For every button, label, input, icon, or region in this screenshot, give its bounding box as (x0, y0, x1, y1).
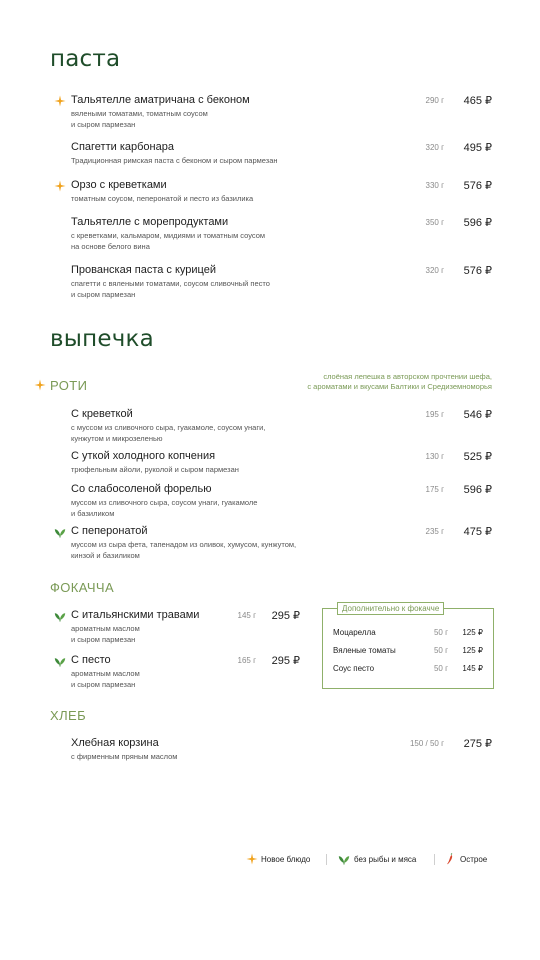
menu-item-description-line: с муссом из сливочного сыра, гуакамоле, соусом унаги, (71, 423, 266, 432)
menu-item-description-line: муссом из сыра фета, тапенадом из оливок, хумусом, кунжутом, (71, 540, 297, 549)
addon-weight: 50 г (433, 664, 448, 673)
menu-item-description-line: и сыром пармезан (71, 635, 136, 644)
leaf-icon (54, 526, 66, 538)
menu-item-weight: 235 г (425, 527, 444, 536)
roti-note-line: слоёная лепешка в авторском прочтении шефа, (323, 372, 492, 381)
legend-divider (434, 854, 435, 865)
menu-item-weight: 150 / 50 г (409, 739, 444, 748)
menu-item-price: 295 ₽ (271, 655, 300, 667)
menu-item-name: Хлебная корзина (71, 737, 159, 749)
menu-item-description-line: с фирменным пряным маслом (71, 752, 178, 761)
menu-item-name: С песто (71, 654, 111, 666)
section-title-pasta: паста (50, 46, 121, 72)
menu-item-description-line: трюфельным айоли, руколой и сыром пармезан (71, 465, 239, 474)
menu-item-description-line: вялеными томатами, томатным соусом (71, 109, 208, 118)
menu-item-description-line: ароматным маслом (71, 624, 140, 633)
menu-item-description-line: и сыром пармезан (71, 680, 136, 689)
menu-item-weight: 320 г (425, 266, 444, 275)
menu-item-description-line: муссом из сливочного сыра, соусом унаги, гуакамоле (71, 498, 258, 507)
addon-name: Моцарелла (333, 628, 376, 637)
legend-vegetarian-label: без рыбы и мяса (354, 855, 417, 864)
menu-item-description (71, 230, 265, 252)
addons-title: Дополнительно к фокачче (337, 602, 444, 615)
menu-item-weight: 175 г (425, 485, 444, 494)
menu-item-price: 576 ₽ (463, 265, 492, 277)
menu-item-weight: 320 г (425, 143, 444, 152)
roti-note (307, 372, 492, 392)
menu-item-name: Тальятелле с морепродуктами (71, 216, 229, 228)
menu-item-price: 295 ₽ (271, 610, 300, 622)
menu-item-description-line: и базиликом (71, 509, 115, 518)
menu-item-description (71, 108, 208, 130)
section-title-bakery: выпечка (50, 326, 154, 352)
menu-item-description-line: и сыром пармезан (71, 120, 136, 129)
menu-item-weight: 145 г (237, 611, 256, 620)
addon-weight: 50 г (433, 628, 448, 637)
menu-item-description (71, 278, 270, 300)
star-icon (54, 180, 66, 192)
menu-item-price: 576 ₽ (463, 180, 492, 192)
menu-item-weight: 290 г (425, 96, 444, 105)
menu-item-weight: 130 г (425, 452, 444, 461)
menu-item-price: 596 ₽ (463, 484, 492, 496)
legend (246, 853, 496, 867)
star-icon (246, 853, 258, 865)
subsection-title-bread: ХЛЕБ (50, 708, 87, 723)
menu-item-description (71, 751, 177, 762)
menu-item-name: Тальятелле аматричана с беконом (71, 94, 250, 106)
menu-item-description-line: на основе белого вина (71, 242, 150, 251)
menu-item-description (71, 623, 140, 645)
menu-item-description-line: кинзой и базиликом (71, 551, 140, 560)
menu-item-weight: 330 г (425, 181, 444, 190)
menu-item-name: Со слабосоленой форелью (71, 483, 212, 495)
addon-price: 125 ₽ (462, 646, 483, 655)
roti-note-line: с ароматами и вкусами Балтики и Средиземноморья (307, 382, 492, 391)
menu-item-description (71, 668, 140, 690)
menu-item-description-line: и сыром пармезан (71, 290, 136, 299)
leaf-icon (54, 655, 66, 667)
menu-item-description-line: с креветками, кальмаром, мидиями и томатным соусом (71, 231, 266, 240)
menu-item-weight: 165 г (237, 656, 256, 665)
chili-icon (444, 853, 456, 865)
star-icon (34, 379, 46, 391)
menu-item-description-line: кунжутом и микрозеленью (71, 434, 163, 443)
legend-new-label: Новое блюдо (261, 855, 311, 864)
menu-item-price: 275 ₽ (463, 738, 492, 750)
menu-item-description (71, 422, 265, 444)
menu-item-name: С креветкой (71, 408, 133, 420)
menu-item-price: 596 ₽ (463, 217, 492, 229)
leaf-icon (54, 610, 66, 622)
menu-item-price: 465 ₽ (463, 95, 492, 107)
menu-item-price: 475 ₽ (463, 526, 492, 538)
menu-item-price: 525 ₽ (463, 451, 492, 463)
addon-name: Соус песто (333, 664, 375, 673)
menu-item-price: 495 ₽ (463, 142, 492, 154)
menu-item-name: Спагетти карбонара (71, 141, 174, 153)
addon-name: Вяленые томаты (333, 646, 396, 655)
leaf-icon (338, 853, 350, 865)
menu-item-weight: 350 г (425, 218, 444, 227)
addon-price: 125 ₽ (462, 628, 483, 637)
star-icon (54, 95, 66, 107)
menu-item-description (71, 193, 253, 204)
subsection-title-focaccia: ФОКАЧЧА (50, 580, 115, 595)
menu-item-description-line: спагетти с вялеными томатами, соусом сливочный песто (71, 279, 270, 288)
menu-item-name: С пеперонатой (71, 525, 148, 537)
menu-item-description (71, 539, 296, 561)
menu-item-description-line: Традиционная римская паста с беконом и сыром пармезан (71, 156, 278, 165)
addon-price: 145 ₽ (462, 664, 483, 673)
subsection-title-roti: РОТИ (50, 378, 88, 393)
menu-item-description (71, 155, 278, 166)
menu-item-name: С итальянскими травами (71, 609, 200, 621)
menu-item-name: Орзо с креветками (71, 179, 167, 191)
menu-item-name: С уткой холодного копчения (71, 450, 216, 462)
menu-item-description-line: томатным соусом, пеперонатой и песто из базилика (71, 194, 254, 203)
menu-item-name: Прованская паста с курицей (71, 264, 216, 276)
menu-item-price: 546 ₽ (463, 409, 492, 421)
addon-weight: 50 г (433, 646, 448, 655)
legend-spicy-label: Острое (460, 855, 488, 864)
menu-item-weight: 195 г (425, 410, 444, 419)
legend-divider (326, 854, 327, 865)
menu-item-description (71, 497, 257, 519)
focaccia-addons-box (322, 604, 494, 689)
menu-item-description (71, 464, 239, 475)
menu-item-description-line: ароматным маслом (71, 669, 140, 678)
